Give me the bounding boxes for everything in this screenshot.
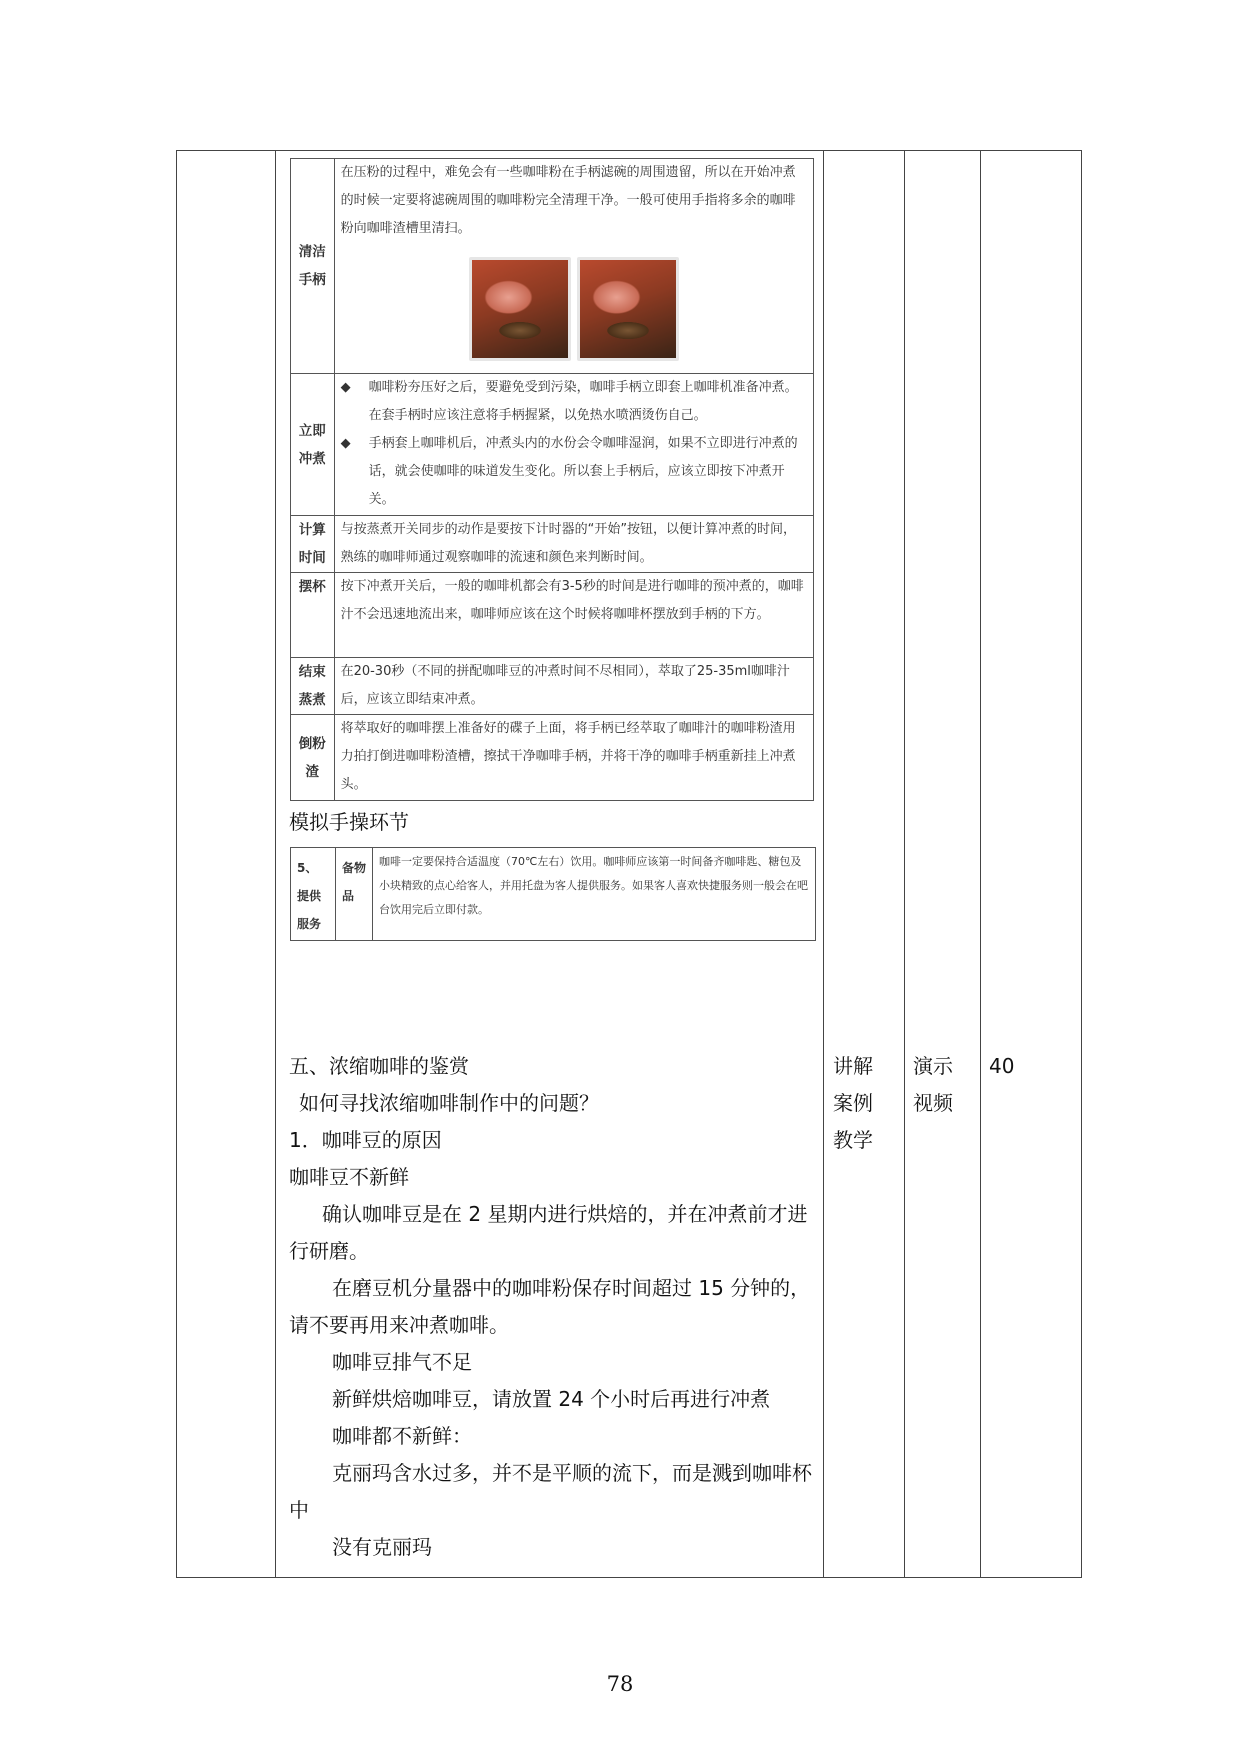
photo-group bbox=[341, 257, 807, 361]
column-divider bbox=[904, 151, 905, 1577]
step-label: 计算时间 bbox=[291, 516, 335, 573]
column-divider bbox=[275, 151, 276, 1577]
paragraph: 克丽玛含水过多，并不是平顺的流下，而是溅到咖啡杯中 bbox=[289, 1461, 812, 1522]
step-label: 清洁手柄 bbox=[291, 159, 335, 374]
paragraph: 确认咖啡豆是在 2 星期内进行烘焙的，并在冲煮前才进行研磨。 bbox=[289, 1202, 808, 1263]
duration-cell: 40 bbox=[989, 1054, 1015, 1078]
step-row bbox=[291, 374, 814, 516]
bullet-item: ◆ 咖啡粉夯压好之后，要避免受到污染，咖啡手柄立即套上咖啡机准备冲煮。在套手柄时应该注意将手柄握紧，以免热水喷洒烫伤自己。 bbox=[341, 374, 807, 430]
question: 如何寻找浓缩咖啡制作中的问题？ bbox=[299, 1091, 599, 1115]
step-description: 在20-30秒（不同的拼配咖啡豆的冲煮时间不尽相同），萃取了25-35ml咖啡汁后，应该立即结束冲煮。 bbox=[334, 658, 813, 715]
paragraph: 咖啡都不新鲜： bbox=[332, 1424, 472, 1448]
service-step-label: 5、提供服务 bbox=[291, 848, 336, 941]
step-row bbox=[291, 516, 814, 573]
teaching-method-cell: 讲解 案例 教学 bbox=[833, 1054, 873, 1152]
diamond-bullet-icon: ◆ bbox=[340, 380, 351, 395]
step-row bbox=[291, 715, 814, 801]
paragraph: 新鲜烘焙咖啡豆，请放置 24 个小时后再进行冲煮 bbox=[332, 1387, 771, 1411]
page-number: 78 bbox=[606, 1672, 634, 1696]
step-row bbox=[291, 159, 814, 374]
diamond-bullet-icon: ◆ bbox=[340, 436, 351, 451]
column-divider bbox=[823, 151, 824, 1577]
paragraph: 在磨豆机分量器中的咖啡粉保存时间超过 15 分钟的，请不要再用来冲煮咖啡。 bbox=[289, 1276, 811, 1337]
step-label: 摆杯 bbox=[291, 573, 335, 658]
step-label: 结束蒸煮 bbox=[291, 658, 335, 715]
step-description: 在压粉的过程中，难免会有一些咖啡粉在手柄滤碗的周围遗留，所以在开始冲煮的时候一定要将滤碗周围的咖啡粉完全清理干净。一般可使用手指将多余的咖啡粉向咖啡渣槽里清扫。 bbox=[340, 165, 796, 236]
section-heading: 五、浓缩咖啡的鉴赏 bbox=[289, 1054, 469, 1078]
list-item: 1．咖啡豆的原因 bbox=[289, 1128, 442, 1152]
subheading: 咖啡豆不新鲜 bbox=[289, 1165, 409, 1189]
service-description: 咖啡一定要保持合适温度（70℃左右）饮用。咖啡师应该第一时间备齐咖啡匙、糖包及小块精致的点心给客人，并用托盘为客人提供服务。如果客人喜欢快捷服务则一般会在吧台饮用完后立即付款。 bbox=[373, 848, 816, 941]
step-description: 将萃取好的咖啡摆上准备好的碟子上面，将手柄已经萃取了咖啡汁的咖啡粉渣用力拍打倒进咖啡粉渣槽，擦拭干净咖啡手柄，并将干净的咖啡手柄重新挂上冲煮头。 bbox=[334, 715, 813, 801]
section-label: 模拟手操环节 bbox=[289, 810, 409, 834]
service-table bbox=[290, 847, 816, 941]
step-label: 倒粉渣 bbox=[291, 715, 335, 801]
step-label: 立即冲煮 bbox=[291, 374, 335, 516]
bullet-item: ◆ 手柄套上咖啡机后，冲煮头内的水份会令咖啡湿润，如果不立即进行冲煮的话，就会使咖啡的味道发生变化。所以套上手柄后，应该立即按下冲煮开关。 bbox=[341, 430, 807, 514]
step-description: 与按蒸煮开关同步的动作是要按下计时器的“开始”按钮，以便计算冲煮的时间，熟练的咖啡师通过观察咖啡的流速和颜色来判断时间。 bbox=[334, 516, 813, 573]
service-row bbox=[291, 848, 816, 941]
teaching-means-cell: 演示 视频 bbox=[913, 1054, 953, 1115]
service-item-label: 备物品 bbox=[336, 848, 373, 941]
cleaning-portafilter-photo bbox=[469, 257, 571, 361]
step-row bbox=[291, 573, 814, 658]
cleaning-portafilter-photo bbox=[577, 257, 679, 361]
step-description: 按下冲煮开关后，一般的咖啡机都会有3-5秒的时间是进行咖啡的预冲煮的，咖啡汁不会迅速地流出来，咖啡师应该在这个时候将咖啡杯摆放到手柄的下方。 bbox=[334, 573, 813, 658]
column-divider bbox=[980, 151, 981, 1577]
step-row bbox=[291, 658, 814, 715]
paragraph: 没有克丽玛 bbox=[332, 1535, 432, 1559]
lesson-content bbox=[289, 1048, 817, 1566]
procedure-steps-table bbox=[290, 158, 814, 801]
paragraph: 咖啡豆排气不足 bbox=[332, 1350, 472, 1374]
